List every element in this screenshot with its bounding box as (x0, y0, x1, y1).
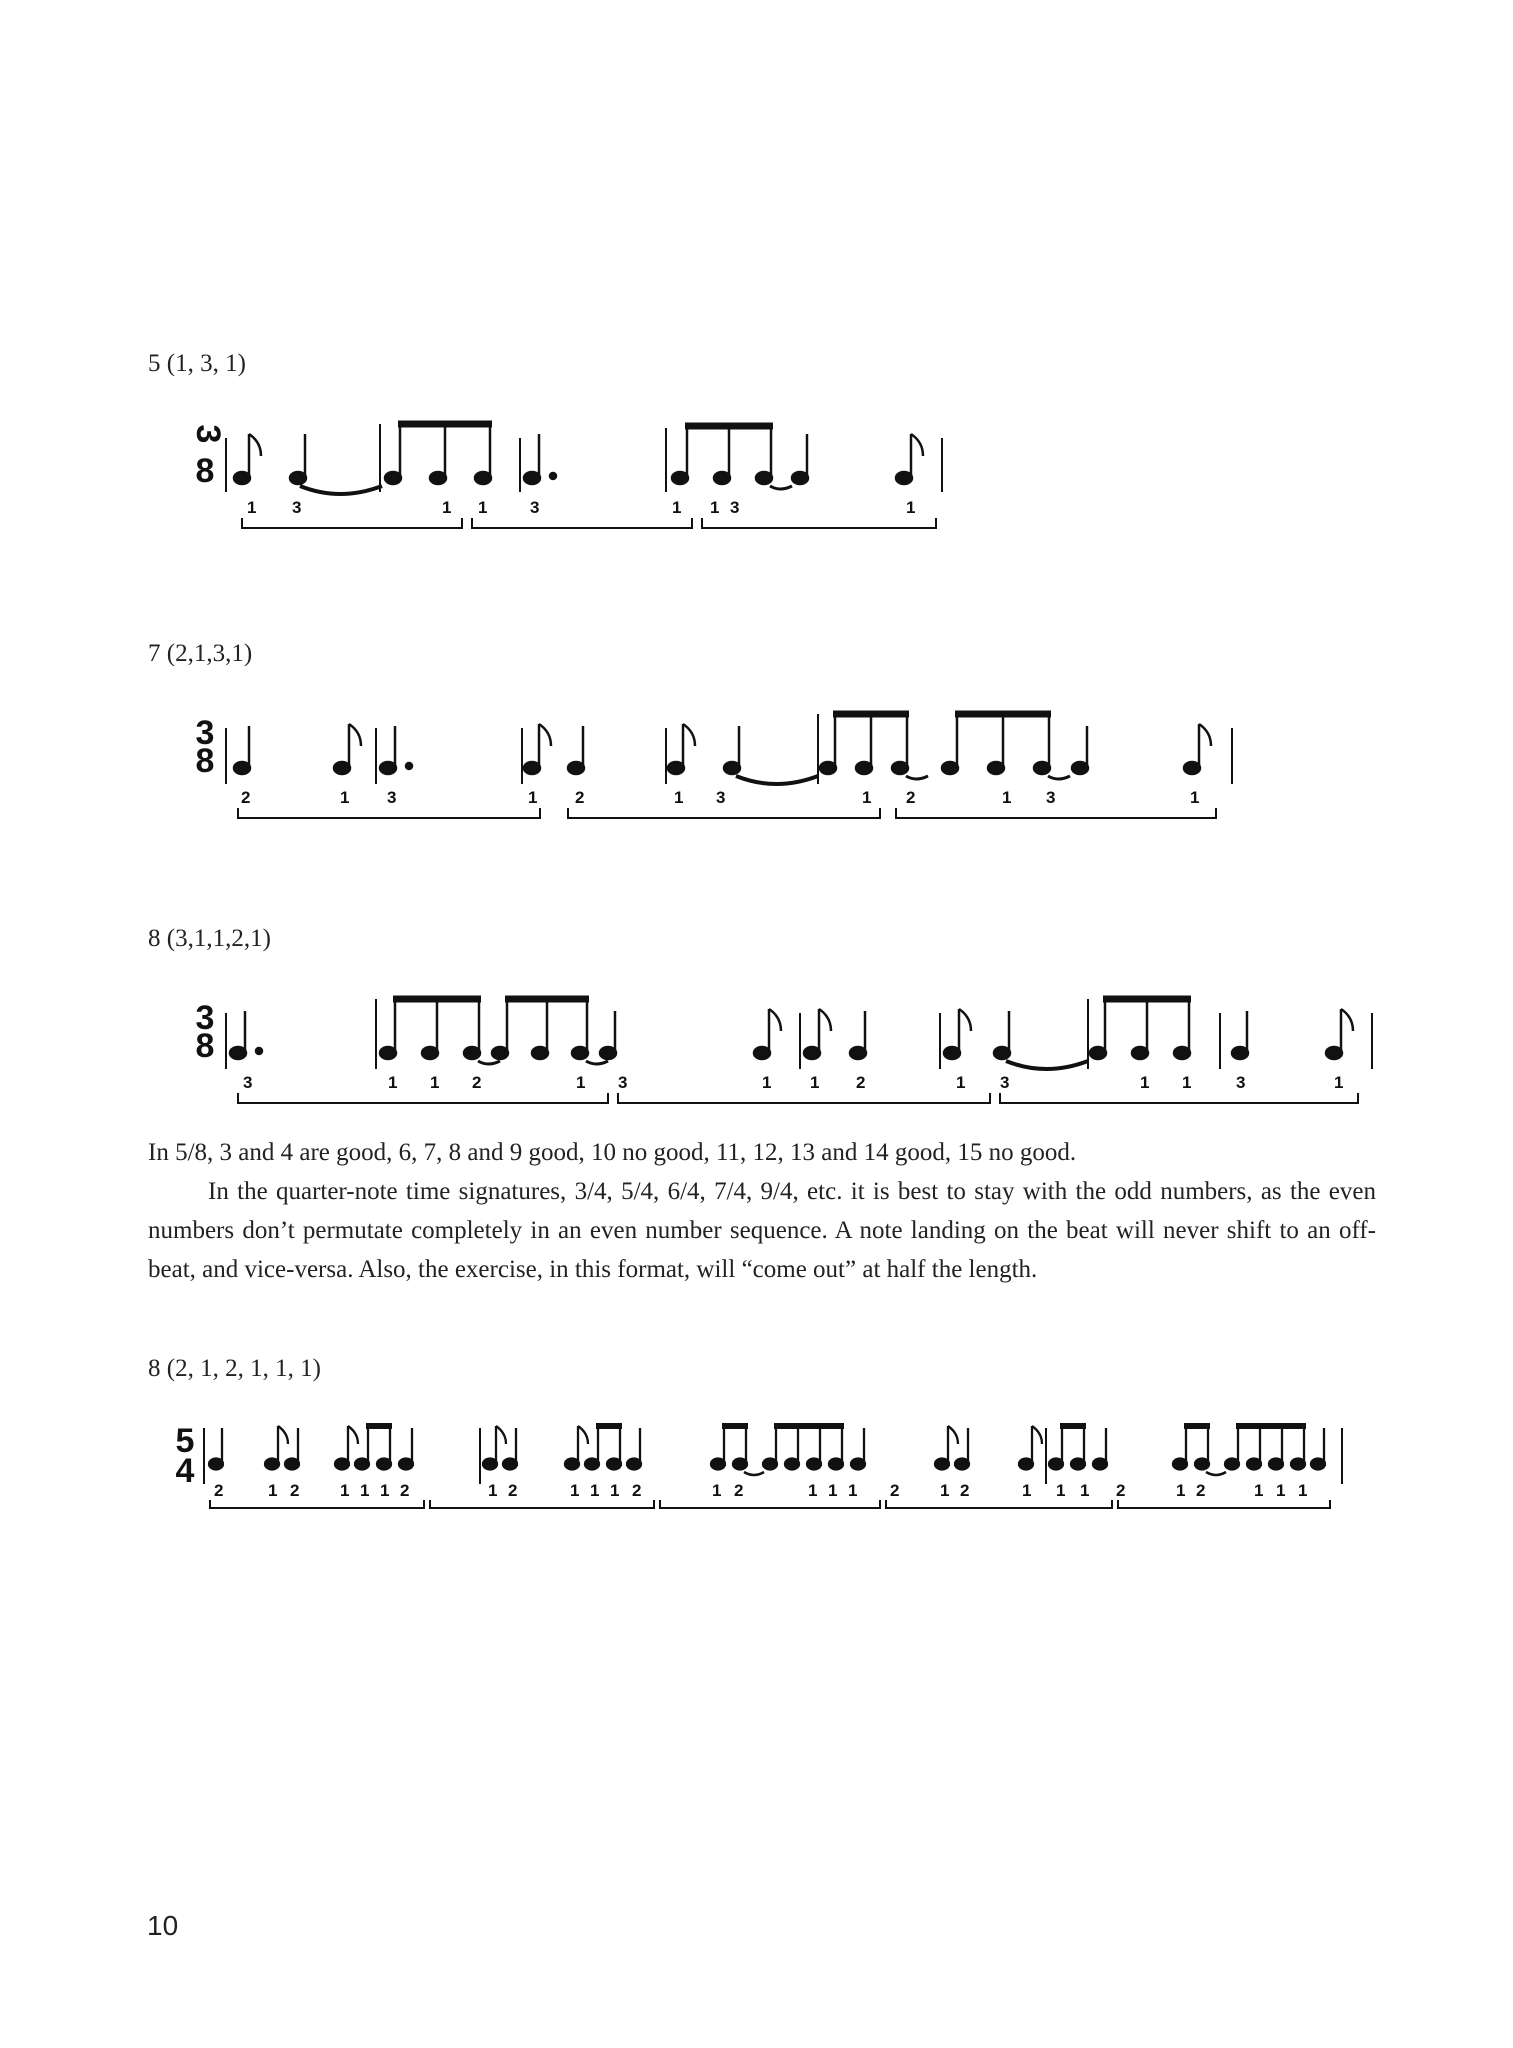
time-signature-bottom: 4 (175, 1452, 195, 1490)
rhythm-exercise (0, 700, 1513, 820)
count-label: 1 (710, 498, 720, 517)
example-label: 7 (2,1,3,1) (148, 640, 253, 667)
count-label: 2 (890, 1481, 900, 1500)
rhythm-notation (0, 410, 1513, 530)
count-label: 1 (430, 1073, 440, 1092)
time-signature-top: 3 (195, 714, 215, 752)
count-label: 1 (590, 1481, 600, 1500)
count-label: 3 (618, 1073, 628, 1092)
time-signature-top: 3 (195, 999, 215, 1037)
count-label: 2 (508, 1481, 518, 1500)
count-label: 1 (674, 788, 684, 807)
count-label: 3 (243, 1073, 253, 1092)
count-label: 3 (530, 498, 540, 517)
count-label: 1 (610, 1481, 620, 1500)
count-label: 3 (716, 788, 726, 807)
time-signature-bottom: 8 (195, 452, 215, 490)
count-label: 1 (956, 1073, 966, 1092)
count-label: 1 (380, 1481, 390, 1500)
count-label: 1 (712, 1481, 722, 1500)
rhythm-exercise (0, 985, 1513, 1105)
body-text (148, 1133, 1376, 1289)
count-label: 2 (632, 1481, 642, 1500)
count-label: 3 (1046, 788, 1056, 807)
time-signature-bottom: 8 (195, 742, 215, 780)
count-label: 3 (730, 498, 740, 517)
rhythm-notation (0, 985, 1513, 1105)
count-label: 1 (762, 1073, 772, 1092)
count-label: 1 (268, 1481, 278, 1500)
count-label: 3 (1236, 1073, 1246, 1092)
count-label: 1 (1298, 1481, 1308, 1500)
count-label: 2 (1196, 1481, 1206, 1500)
count-label: 1 (1190, 788, 1200, 807)
count-label: 1 (340, 1481, 350, 1500)
time-signature-bottom: 8 (195, 1027, 215, 1065)
count-label: 1 (360, 1481, 370, 1500)
count-label: 1 (442, 498, 452, 517)
paragraph: In the quarter-note time signatures, 3/4, 5/4, 6/4, 7/4, 9/4, etc. it is best to stay with the odd numbers, as the even numbers don’t permutate completely in an even number sequence. A note landing on the beat will never shift to an off-beat, and vice-versa. Also, the exercise, in this format, will “come out” at half the length. (148, 1178, 1376, 1283)
time-signature-top: 3 (189, 424, 227, 444)
example-label: 8 (2, 1, 2, 1, 1, 1) (148, 1355, 321, 1382)
count-label: 1 (1334, 1073, 1344, 1092)
count-label: 1 (1140, 1073, 1150, 1092)
count-label: 1 (1056, 1481, 1066, 1500)
rhythm-exercise (0, 410, 1513, 530)
count-label: 2 (241, 788, 251, 807)
count-label: 1 (247, 498, 257, 517)
rhythm-notation (0, 700, 1513, 820)
count-label: 1 (862, 788, 872, 807)
count-label: 2 (960, 1481, 970, 1500)
count-label: 2 (290, 1481, 300, 1500)
count-label: 1 (528, 788, 538, 807)
count-label: 1 (828, 1481, 838, 1500)
count-label: 1 (1182, 1073, 1192, 1092)
count-label: 1 (576, 1073, 586, 1092)
count-label: 1 (1002, 788, 1012, 807)
count-label: 1 (808, 1481, 818, 1500)
count-label: 2 (856, 1073, 866, 1092)
count-label: 1 (1022, 1481, 1032, 1500)
count-label: 3 (292, 498, 302, 517)
count-label: 1 (1080, 1481, 1090, 1500)
count-label: 2 (472, 1073, 482, 1092)
count-label: 2 (734, 1481, 744, 1500)
count-label: 2 (575, 788, 585, 807)
count-label: 1 (906, 498, 916, 517)
count-label: 2 (400, 1481, 410, 1500)
count-label: 1 (488, 1481, 498, 1500)
count-label: 1 (848, 1481, 858, 1500)
count-label: 3 (387, 788, 397, 807)
count-label: 1 (478, 498, 488, 517)
count-label: 3 (1000, 1073, 1010, 1092)
paragraph: In 5/8, 3 and 4 are good, 6, 7, 8 and 9 good, 10 no good, 11, 12, 13 and 14 good, 15 no good. (148, 1139, 1077, 1166)
count-label: 1 (1254, 1481, 1264, 1500)
example-label: 5 (1, 3, 1) (148, 350, 246, 377)
time-signature-top: 5 (175, 1422, 195, 1460)
count-label: 1 (388, 1073, 398, 1092)
count-label: 1 (1276, 1481, 1286, 1500)
example-label: 8 (3,1,1,2,1) (148, 925, 271, 952)
count-label: 1 (340, 788, 350, 807)
count-label: 1 (1176, 1481, 1186, 1500)
rhythm-exercise (0, 1408, 1513, 1518)
count-label: 1 (940, 1481, 950, 1500)
page-number: 10 (147, 1910, 179, 1941)
count-label: 1 (810, 1073, 820, 1092)
count-label: 2 (1116, 1481, 1126, 1500)
count-label: 2 (906, 788, 916, 807)
rhythm-notation (0, 1408, 1513, 1518)
count-label: 2 (214, 1481, 224, 1500)
count-label: 1 (570, 1481, 580, 1500)
count-label: 1 (672, 498, 682, 517)
